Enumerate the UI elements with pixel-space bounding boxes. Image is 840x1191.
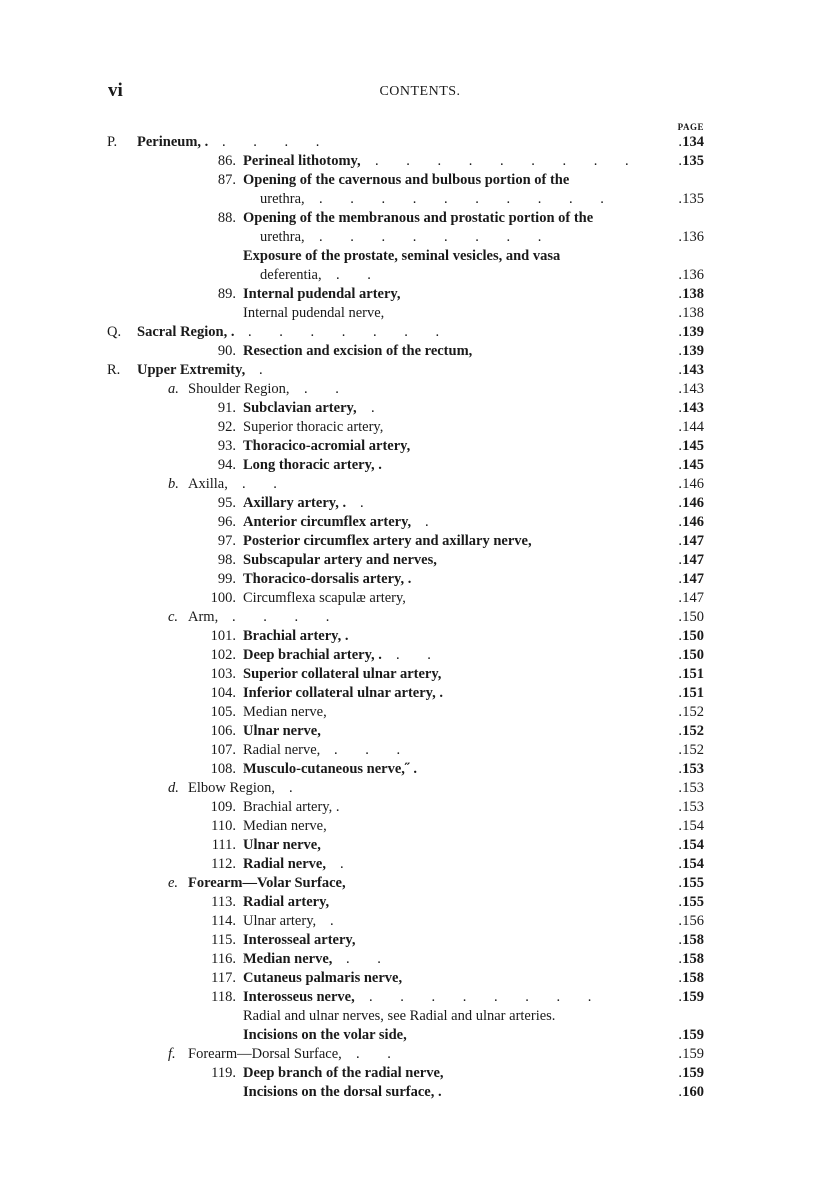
entry-title: Incisions on the volar side, xyxy=(243,1027,407,1043)
page-number: 135 xyxy=(682,191,704,207)
page-number: 150 xyxy=(682,628,704,644)
page-number: 158 xyxy=(682,970,704,986)
entry-title: Deep brachial artery, . xyxy=(243,647,382,663)
page-number: 138 xyxy=(682,286,704,302)
toc-entry-item xyxy=(0,209,840,228)
entry-number: 110. xyxy=(211,818,236,834)
entry-title: Ulnar nerve, xyxy=(243,837,321,853)
toc-entry-section xyxy=(0,361,840,380)
toc-entry-item xyxy=(0,684,840,703)
leader-dots: . . xyxy=(242,476,289,492)
entry-number: 118. xyxy=(211,989,236,1005)
leader-dots: . . xyxy=(396,647,443,663)
entry-number: 92. xyxy=(217,419,236,435)
page-leader-dot: . xyxy=(678,191,682,207)
page-leader-dot: . xyxy=(678,685,682,701)
entry-number: 119. xyxy=(211,1065,236,1081)
page-number: 147 xyxy=(682,552,704,568)
page-number: 143 xyxy=(682,362,704,378)
entry-title: Cutaneus palmaris nerve, xyxy=(243,970,403,986)
toc-entry-item xyxy=(0,893,840,912)
page-number: 147 xyxy=(682,590,704,606)
entry-number: 105. xyxy=(210,704,236,720)
page-leader-dot: . xyxy=(678,476,682,492)
page-number: 154 xyxy=(682,856,704,872)
entry-number: 91. xyxy=(217,400,236,416)
page-leader-dot: . xyxy=(678,457,682,473)
page-leader-dot: . xyxy=(678,628,682,644)
page-leader-dot: . xyxy=(678,324,682,340)
toc-entry-item xyxy=(0,285,840,304)
entry-title: Superior thoracic artery, xyxy=(243,419,384,435)
page-leader-dot: . xyxy=(678,438,682,454)
page-number: 145 xyxy=(682,457,704,473)
page-number: 159 xyxy=(682,1065,704,1081)
page-number: 158 xyxy=(682,932,704,948)
toc-entry-item xyxy=(0,532,840,551)
leader-dots: . . . . . . . . xyxy=(319,229,554,245)
entry-title: Circumflexa scapulæ artery, xyxy=(243,590,406,606)
page-number: 143 xyxy=(682,400,704,416)
section-letter: Q. xyxy=(107,324,122,340)
toc-entry-item xyxy=(0,950,840,969)
toc-entry-cont xyxy=(0,266,840,285)
toc-entry-section xyxy=(0,133,840,152)
page-number: 153 xyxy=(682,799,704,815)
page-number: 145 xyxy=(682,438,704,454)
page-leader-dot: . xyxy=(678,856,682,872)
page-number: 147 xyxy=(682,571,704,587)
entry-title: Long thoracic artery, . xyxy=(243,457,382,473)
toc-entry-item xyxy=(0,1064,840,1083)
entry-title: Superior collateral ulnar artery, xyxy=(243,666,442,682)
toc-entry-cont2 xyxy=(0,304,840,323)
toc-entry-item xyxy=(0,665,840,684)
leader-dots: . xyxy=(330,913,346,929)
toc-entry-item xyxy=(0,912,840,931)
toc-entry-item xyxy=(0,513,840,532)
entry-title: Musculo-cutaneous nerve,˝ . xyxy=(243,761,417,777)
page-leader-dot: . xyxy=(678,666,682,682)
leader-dots: . . . . xyxy=(232,609,342,625)
page-leader-dot: . xyxy=(678,400,682,416)
page-leader-dot: . xyxy=(678,552,682,568)
page-number: 153 xyxy=(682,780,704,796)
page-leader-dot: . xyxy=(678,742,682,758)
entry-number: 115. xyxy=(211,932,236,948)
toc-entry-item xyxy=(0,817,840,836)
page-leader-dot: . xyxy=(678,799,682,815)
page-number: 139 xyxy=(682,324,704,340)
page-leader-dot: . xyxy=(678,533,682,549)
entry-title: deferentia, xyxy=(260,267,322,283)
page-number: 146 xyxy=(682,495,704,511)
page-number: 152 xyxy=(682,723,704,739)
entry-title: Shoulder Region, xyxy=(188,381,290,397)
entry-title: Elbow Region, xyxy=(188,780,275,796)
entry-number: 89. xyxy=(217,286,236,302)
page-leader-dot: . xyxy=(678,514,682,530)
entry-number: 104. xyxy=(210,685,236,701)
entry-number: 94. xyxy=(217,457,236,473)
entry-title: urethra, xyxy=(260,191,305,207)
entry-title: Subscapular artery and nerves, xyxy=(243,552,437,568)
page-leader-dot: . xyxy=(678,134,682,150)
page-number: 146 xyxy=(682,476,704,492)
entry-number: 95. xyxy=(217,495,236,511)
contents-list xyxy=(0,133,840,1102)
entry-title: Arm, xyxy=(188,609,219,625)
toc-entry-sub xyxy=(0,475,840,494)
entry-number: 93. xyxy=(217,438,236,454)
entry-number: 88. xyxy=(217,210,236,226)
page-number-roman: vi xyxy=(108,80,123,101)
entry-number: 106. xyxy=(210,723,236,739)
toc-entry-item xyxy=(0,342,840,361)
page-leader-dot: . xyxy=(678,894,682,910)
entry-title: Interosseus nerve, xyxy=(243,989,355,1005)
entry-title: Upper Extremity, xyxy=(137,362,246,378)
page-number: 151 xyxy=(682,666,704,682)
toc-entry-item xyxy=(0,437,840,456)
page-number: 152 xyxy=(682,704,704,720)
entry-number: 98. xyxy=(217,552,236,568)
page-number: 155 xyxy=(682,894,704,910)
page-leader-dot: . xyxy=(678,305,682,321)
page-number: 156 xyxy=(682,913,704,929)
toc-entry-item xyxy=(0,152,840,171)
entry-title: Forearm—Volar Surface, xyxy=(188,875,346,891)
page-leader-dot: . xyxy=(678,818,682,834)
toc-entry-item xyxy=(0,798,840,817)
page-leader-dot: . xyxy=(678,1027,682,1043)
page-number: 158 xyxy=(682,951,704,967)
entry-title: Anterior circumflex artery, xyxy=(243,514,412,530)
entry-number: 101. xyxy=(210,628,236,644)
entry-title: Resection and excision of the rectum, xyxy=(243,343,473,359)
entry-title: Posterior circumflex artery and axillary nerve, xyxy=(243,533,532,549)
toc-entry-item xyxy=(0,969,840,988)
subsection-letter: c. xyxy=(168,609,179,625)
entry-title: Radial artery, xyxy=(243,894,330,910)
toc-entry-cont xyxy=(0,228,840,247)
toc-entry-item xyxy=(0,836,840,855)
toc-entry-item xyxy=(0,589,840,608)
page-number: 151 xyxy=(682,685,704,701)
page-leader-dot: . xyxy=(678,1046,682,1062)
page-number: 143 xyxy=(682,381,704,397)
leader-dots: . xyxy=(340,856,356,872)
subsection-letter: f. xyxy=(168,1046,176,1062)
page-number: 150 xyxy=(682,647,704,663)
leader-dots: . . . . . . . xyxy=(248,324,452,340)
entry-title: Thoracico-dorsalis artery, . xyxy=(243,571,412,587)
page-leader-dot: . xyxy=(678,1065,682,1081)
leader-dots: . . . xyxy=(334,742,413,758)
page-leader-dot: . xyxy=(678,495,682,511)
entry-number: 116. xyxy=(211,951,236,967)
page-number: 150 xyxy=(682,609,704,625)
toc-entry-item xyxy=(0,741,840,760)
page-number: 154 xyxy=(682,818,704,834)
page-leader-dot: . xyxy=(678,609,682,625)
page-leader-dot: . xyxy=(678,590,682,606)
page-number: 154 xyxy=(682,837,704,853)
page-leader-dot: . xyxy=(678,153,682,169)
section-letter: R. xyxy=(107,362,121,378)
leader-dots: . . xyxy=(304,381,351,397)
page-number: 139 xyxy=(682,343,704,359)
entry-title: Opening of the membranous and prostatic portion of the xyxy=(243,210,594,226)
page-number: 136 xyxy=(682,229,704,245)
toc-entry-cont2 xyxy=(0,1083,840,1102)
entry-number: 109. xyxy=(210,799,236,815)
entry-title: Inferior collateral ulnar artery, . xyxy=(243,685,443,701)
subsection-letter: b. xyxy=(168,476,179,492)
leader-dots: . . xyxy=(356,1046,403,1062)
page-number: 136 xyxy=(682,267,704,283)
toc-entry-sub xyxy=(0,779,840,798)
entry-title: Radial nerve, xyxy=(243,742,321,758)
entry-title: Interosseal artery, xyxy=(243,932,356,948)
entry-number: 97. xyxy=(217,533,236,549)
leader-dots: . . . . xyxy=(222,134,332,150)
entry-number: 90. xyxy=(217,343,236,359)
entry-title: Deep branch of the radial nerve, xyxy=(243,1065,444,1081)
entry-number: 114. xyxy=(211,913,236,929)
toc-entry-sub xyxy=(0,380,840,399)
entry-number: 102. xyxy=(210,647,236,663)
page-number: 159 xyxy=(682,1046,704,1062)
toc-entry-item xyxy=(0,722,840,741)
entry-title: Thoracico-acromial artery, xyxy=(243,438,411,454)
entry-title: Brachial artery, . xyxy=(243,628,349,644)
entry-number: 87. xyxy=(217,172,236,188)
subsection-letter: d. xyxy=(168,780,179,796)
page-number: 153 xyxy=(682,761,704,777)
page-leader-dot: . xyxy=(678,932,682,948)
toc-entry-item xyxy=(0,760,840,779)
toc-entry-sub xyxy=(0,874,840,893)
toc-entry-item xyxy=(0,570,840,589)
page-leader-dot: . xyxy=(678,362,682,378)
entry-title: Axillary artery, . xyxy=(243,495,347,511)
entry-number: 111. xyxy=(211,837,236,853)
entry-number: 117. xyxy=(211,970,236,986)
leader-dots: . . xyxy=(336,267,383,283)
page-leader-dot: . xyxy=(678,780,682,796)
entry-title: Axilla, xyxy=(188,476,228,492)
entry-title: Exposure of the prostate, seminal vesicles, and vasa xyxy=(243,248,561,264)
page-leader-dot: . xyxy=(678,875,682,891)
page-leader-dot: . xyxy=(678,1084,682,1100)
page-leader-dot: . xyxy=(678,913,682,929)
page-number: 155 xyxy=(682,875,704,891)
toc-entry-cont xyxy=(0,190,840,209)
leader-dots: . . . . . . . . . . xyxy=(319,191,616,207)
entry-title: Internal pudendal artery, xyxy=(243,286,401,302)
toc-entry-item xyxy=(0,855,840,874)
page-number: 144 xyxy=(682,419,704,435)
subsection-letter: a. xyxy=(168,381,179,397)
entry-title: Perineum, . xyxy=(137,134,209,150)
entry-number: 86. xyxy=(217,153,236,169)
page-leader-dot: . xyxy=(678,989,682,1005)
entry-title: Subclavian artery, xyxy=(243,400,357,416)
page-title: CONTENTS. xyxy=(379,84,461,99)
page-number: 160 xyxy=(682,1084,704,1100)
page-leader-dot: . xyxy=(678,419,682,435)
leader-dots: . xyxy=(259,362,275,378)
subsection-letter: e. xyxy=(168,875,179,891)
leader-dots: . xyxy=(289,780,305,796)
toc-entry-item xyxy=(0,703,840,722)
page-leader-dot: . xyxy=(678,381,682,397)
toc-entry-sub xyxy=(0,1045,840,1064)
page-number: 147 xyxy=(682,533,704,549)
entry-number: 99. xyxy=(217,571,236,587)
page-number: 138 xyxy=(682,305,704,321)
toc-entry-item xyxy=(0,171,840,190)
leader-dots: . . xyxy=(346,951,393,967)
page-number: 159 xyxy=(682,1027,704,1043)
entry-title: Brachial artery, . xyxy=(243,799,340,815)
page-leader-dot: . xyxy=(678,704,682,720)
toc-entry-item xyxy=(0,646,840,665)
page-column-label: PAGE xyxy=(677,122,704,132)
page-leader-dot: . xyxy=(678,761,682,777)
leader-dots: . xyxy=(371,400,387,416)
entry-title: Forearm—Dorsal Surface, xyxy=(188,1046,342,1062)
leader-dots: . . . . . . . . . xyxy=(375,153,641,169)
entry-title: Sacral Region, . xyxy=(137,324,235,340)
page-leader-dot: . xyxy=(678,647,682,663)
page-number: 159 xyxy=(682,989,704,1005)
entry-title: Ulnar artery, xyxy=(243,913,317,929)
page-leader-dot: . xyxy=(678,970,682,986)
entry-title: Perineal lithotomy, xyxy=(243,153,361,169)
entry-number: 112. xyxy=(211,856,236,872)
entry-title: Median nerve, xyxy=(243,951,333,967)
toc-entry-item xyxy=(0,551,840,570)
entry-title: Median nerve, xyxy=(243,818,327,834)
entry-title: Radial and ulnar nerves, see Radial and ulnar arteries. xyxy=(243,1008,556,1024)
entry-number: 100. xyxy=(210,590,236,606)
toc-entry-item xyxy=(0,399,840,418)
entry-number: 107. xyxy=(210,742,236,758)
page-leader-dot: . xyxy=(678,951,682,967)
page-leader-dot: . xyxy=(678,837,682,853)
entry-number: 113. xyxy=(211,894,236,910)
leader-dots: . xyxy=(425,514,441,530)
entry-number: 103. xyxy=(210,666,236,682)
page-number: 135 xyxy=(682,153,704,169)
entry-title: urethra, xyxy=(260,229,305,245)
page-number: 134 xyxy=(682,134,704,150)
toc-entry-cont2 xyxy=(0,1026,840,1045)
entry-title: Median nerve, xyxy=(243,704,327,720)
entry-title: Internal pudendal nerve, xyxy=(243,305,385,321)
page-leader-dot: . xyxy=(678,267,682,283)
page-leader-dot: . xyxy=(678,229,682,245)
toc-entry-cont2 xyxy=(0,247,840,266)
page-leader-dot: . xyxy=(678,343,682,359)
entry-number: 108. xyxy=(210,761,236,777)
entry-title: Radial nerve, xyxy=(243,856,326,872)
leader-dots: . xyxy=(360,495,376,511)
toc-entry-section xyxy=(0,323,840,342)
entry-title: Ulnar nerve, xyxy=(243,723,321,739)
toc-entry-item xyxy=(0,494,840,513)
page-leader-dot: . xyxy=(678,286,682,302)
toc-entry-item xyxy=(0,931,840,950)
entry-title: Opening of the cavernous and bulbous portion of the xyxy=(243,172,570,188)
leader-dots: . . . . . . . . xyxy=(369,989,604,1005)
toc-entry-cont2 xyxy=(0,1007,840,1026)
page-leader-dot: . xyxy=(678,571,682,587)
toc-entry-item xyxy=(0,627,840,646)
page-number: 152 xyxy=(682,742,704,758)
toc-entry-item xyxy=(0,988,840,1007)
entry-number: 96. xyxy=(217,514,236,530)
section-letter: P. xyxy=(107,134,118,150)
toc-entry-item xyxy=(0,456,840,475)
toc-entry-sub xyxy=(0,608,840,627)
page-number: 146 xyxy=(682,514,704,530)
entry-title: Incisions on the dorsal surface, . xyxy=(243,1084,442,1100)
page-leader-dot: . xyxy=(678,723,682,739)
toc-entry-item xyxy=(0,418,840,437)
